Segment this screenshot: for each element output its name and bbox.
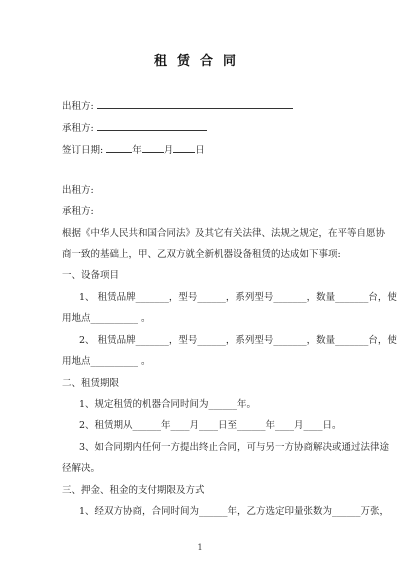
intro-line-2: 商一致的基础上，甲、乙双方就全新机器设备租赁的达成如下事项: — [62, 249, 341, 260]
section1-heading: 一、设备项目 — [62, 270, 120, 281]
lessor-field-row — [62, 99, 293, 113]
section3-item1: 1、经双方协商，合同时间为______年，乙方选定印量张数为______万张， — [79, 506, 390, 517]
section3-heading: 三、押金、租金的支付期限及方式 — [62, 485, 205, 496]
sign-month-blank[interactable] — [142, 143, 164, 153]
sign-year-blank[interactable] — [106, 143, 132, 153]
lessor-blank[interactable] — [97, 99, 293, 109]
sign-date-label: 签订日期: — [62, 145, 104, 156]
section2-item1: 1、规定租赁的机器合同时间为______年。 — [79, 399, 257, 410]
section2-item3-line2: 径解决。 — [62, 463, 101, 474]
section1-item2-line2: 用地点__________ 。 — [62, 356, 151, 367]
contract-title: 租赁合同 — [153, 54, 246, 69]
sign-day-unit: 日 — [195, 145, 205, 156]
page-number: 1 — [197, 543, 203, 552]
sign-month-unit: 月 — [163, 145, 174, 156]
section2-heading: 二、租赁期限 — [62, 378, 120, 389]
intro-line-1: 根据《中华人民共和国合同法》及其它有关法律、法规之规定，在平等自愿协 — [62, 228, 386, 239]
lessor-label: 出租方: — [62, 101, 94, 112]
party-lessee: 承租方: — [62, 206, 94, 217]
lessee-blank[interactable] — [97, 121, 207, 131]
section2-item2: 2、租赁期从______年____月____日至______年____月____日。 — [79, 420, 342, 431]
section2-item3-line1: 3、如合同期内任何一方提出终止合同，可与另一方协商解决或通过法律途 — [79, 442, 390, 453]
section1-item1-line2: 用地点__________ 。 — [62, 313, 151, 324]
sign-day-blank[interactable] — [173, 143, 195, 153]
section1-item2-line1: 2、 租赁品牌_______，型号______，系列型号_______，数量_______台，使 — [79, 335, 397, 346]
lessee-field-row — [62, 121, 207, 135]
section1-item1-line1: 1、 租赁品牌_______，型号______，系列型号_______，数量_______台，使 — [79, 292, 397, 303]
sign-date-row — [62, 143, 205, 157]
party-lessor: 出租方: — [62, 185, 94, 196]
lessee-label: 承租方: — [62, 123, 94, 134]
sign-year-unit: 年 — [132, 145, 142, 156]
